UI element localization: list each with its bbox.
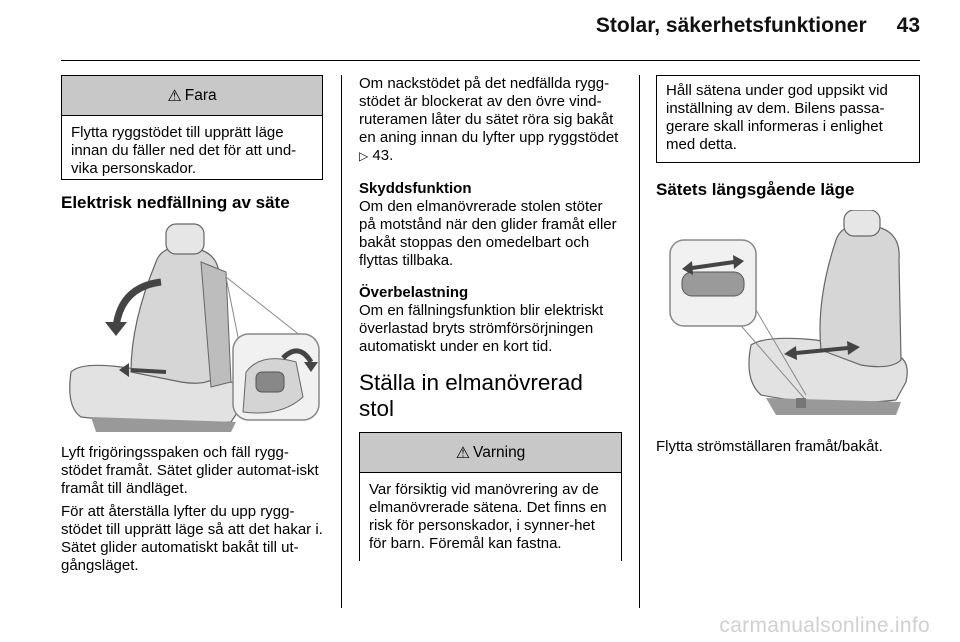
danger-box-header (62, 76, 322, 116)
warning-box-title: Varning (473, 443, 526, 461)
paragraph-lift-lever: Lyft frigöringsspaken och fäll rygg-stödet framåt. Sätet glider automat-iskt framåt till ändläget. (61, 444, 319, 497)
page-ref[interactable]: 43. (372, 147, 394, 164)
column-3 (656, 75, 920, 456)
section-heading-longitudinal: Sätets längsgående läge (656, 180, 855, 199)
header-title: Stolar, säkerhetsfunktioner (595, 14, 867, 37)
seat-fold-illustration (61, 222, 323, 432)
header-rule (61, 60, 920, 61)
paragraph-overload: Om en fällningsfunktion blir elektriskt överlastad bryts strömförsörjningen automatiskt under en kort tid. (359, 302, 604, 355)
column-2 (359, 75, 622, 561)
paragraph-headrest-text: Om nackstödet på det nedfällda rygg-stödet är blockerat av den övre vind-ruteramen låter du sätet röra sig bakåt en aning innan du lyfter upp ryggstödet (359, 75, 619, 146)
seat-slide-illustration (656, 210, 920, 422)
warning-box (359, 432, 622, 561)
column-1 (61, 75, 323, 575)
page-ref-icon: ▷ (359, 149, 369, 163)
page-header (596, 14, 920, 38)
page-number: 43 (896, 14, 920, 37)
danger-box-title: Fara (184, 86, 217, 104)
section-heading-electric-fold: Elektrisk nedfällning av säte (61, 193, 290, 212)
watermark: carmanualsonline.info (719, 614, 930, 637)
caption-move-switch: Flytta strömställaren framåt/bakåt. (656, 438, 883, 455)
danger-box-text: Flytta ryggstödet till upprätt läge innan du fäller ned det för att und-vika personskador. (71, 124, 297, 177)
column-divider-2 (639, 75, 640, 608)
warning-box-text: Var försiktig vid manövrering av de elmanövrerade sätena. Det finns en risk för personskador, i synner-het för barn. Föremål kan fastna. (369, 481, 607, 552)
column-divider-1 (341, 75, 342, 608)
section-heading-power-seat: Ställa in elmanövrerad stol (359, 370, 583, 421)
warning-triangle-icon: ⚠ (167, 87, 182, 105)
danger-box (61, 75, 323, 180)
label-overload: Överbelastning (359, 284, 469, 301)
paragraph-headrest (359, 75, 622, 165)
warning-triangle-icon: ⚠ (455, 444, 471, 462)
paragraph-protection: Om den elmanövrerade stolen stöter på motstånd när den glider framåt eller bakåt stoppas den omedelbart och flyttas tillbaka. (359, 198, 617, 269)
label-protection: Skyddsfunktion (359, 180, 472, 197)
paragraph-restore: För att återställa lyfter du upp rygg-stödet till upprätt läge så att det hakar i. Sätet glider automatiskt bakåt till ut-gångsläget. (61, 503, 323, 574)
warning-box-header (360, 433, 621, 473)
note-box-text: Håll sätena under god uppsikt vid inställning av dem. Bilens passa-gerare skall informeras i enlighet med detta. (666, 82, 888, 153)
note-box (656, 75, 920, 163)
